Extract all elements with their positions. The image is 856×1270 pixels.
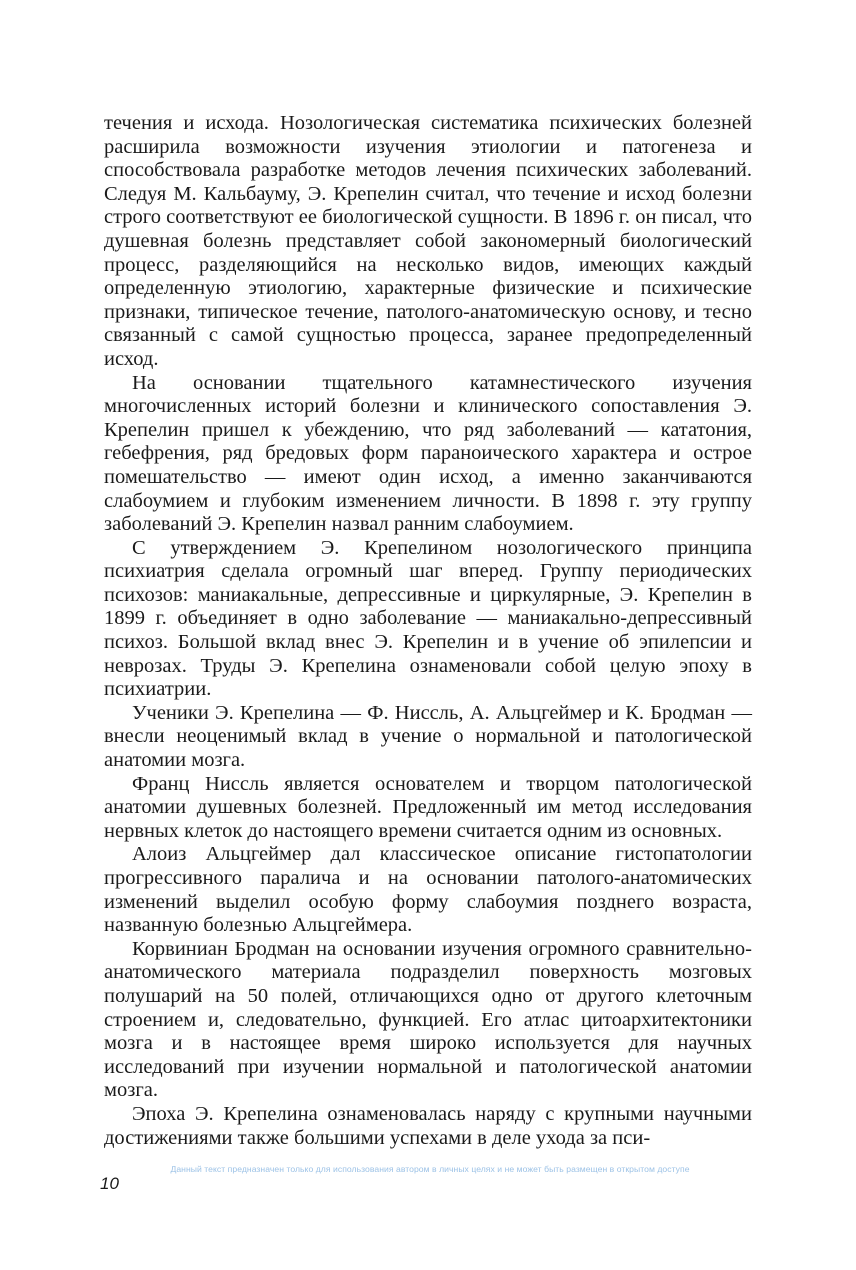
watermark-notice: Данный текст предназначен только для использования автором в личных целях и не может быть размещен в открытом доступе bbox=[170, 1164, 690, 1174]
paragraph-7: Корвиниан Бродман на основании изучения огромного сравнительно-анатомического материала подразделил поверхность мозговых полушарий на 50 полей, отличающихся одно от другого клеточным строением и, следовательно, функцией. Его атлас цитоархитектоники мозга и в настоящее время широко используется для научных исследований при изучении нормальной и патологической анатомии мозга. bbox=[104, 937, 752, 1102]
paragraph-4: Ученики Э. Крепелина — Ф. Ниссль, А. Альцгеймер и К. Бродман — внесли неоценимый вклад в учение о нормальной и патологической анатомии мозга. bbox=[104, 701, 752, 772]
paragraph-5: Франц Ниссль является основателем и творцом патологической анатомии душевных болезней. Предложенный им метод исследования нервных клеток до настоящего времени считается одним из основных. bbox=[104, 772, 752, 842]
page-body bbox=[104, 112, 752, 1150]
page-number: 10 bbox=[100, 1174, 119, 1193]
paragraph-8: Эпоха Э. Крепелина ознаменовалась наряду с крупными научными достижениями также большими успехами в деле ухода за пси- bbox=[104, 1102, 752, 1149]
paragraph-6: Алоиз Альцгеймер дал классическое описание гистопатологии прогрессивного паралича и на основании патолого-анатомических изменений выделил особую форму слабоумия позднего возраста, названную болезнью Альцгеймера. bbox=[104, 843, 752, 937]
paragraph-2: На основании тщательного катамнестического изучения многочисленных историй болезни и клинического сопоставления Э. Крепелин пришел к убеждению, что ряд заболеваний — кататония, гебефрения, ряд бредовых форм параноического характера и острое помешательство — имеют один исход, а именно заканчиваются слабоумием и глубоким изменением личности. В 1898 г. эту группу заболеваний Э. Крепелин назвал ранним слабоумием. bbox=[104, 371, 752, 536]
paragraph-3: С утверждением Э. Крепелином нозологического принципа психиатрия сделала огромный шаг вперед. Группу периодических психозов: маниакальные, депрессивные и циркулярные, Э. Крепелин в 1899 г. объединяет в одно заболевание — маниакально-депрессивный психоз. Большой вклад внес Э. Крепелин и в учение об эпилепсии и неврозах. Труды Э. Крепелина ознаменовали собой целую эпоху в психиатрии. bbox=[104, 536, 752, 701]
paragraph-1: течения и исхода. Нозологическая систематика психических болезней расширила возможности изучения этиологии и патогенеза и способствовала разработке методов лечения психических заболеваний. Следуя М. Кальбауму, Э. Крепелин считал, что течение и исход болезни строго соответствуют ее биологической сущности. В 1896 г. он писал, что душевная болезнь представляет собой закономерный биологический процесс, разделяющийся на несколько видов, имеющих каждый определенную этиологию, характерные физические и психические признаки, типическое течение, патолого-анатомическую основу, и тесно связанный с самой сущностью процесса, заранее предопределенный исход. bbox=[104, 112, 752, 370]
